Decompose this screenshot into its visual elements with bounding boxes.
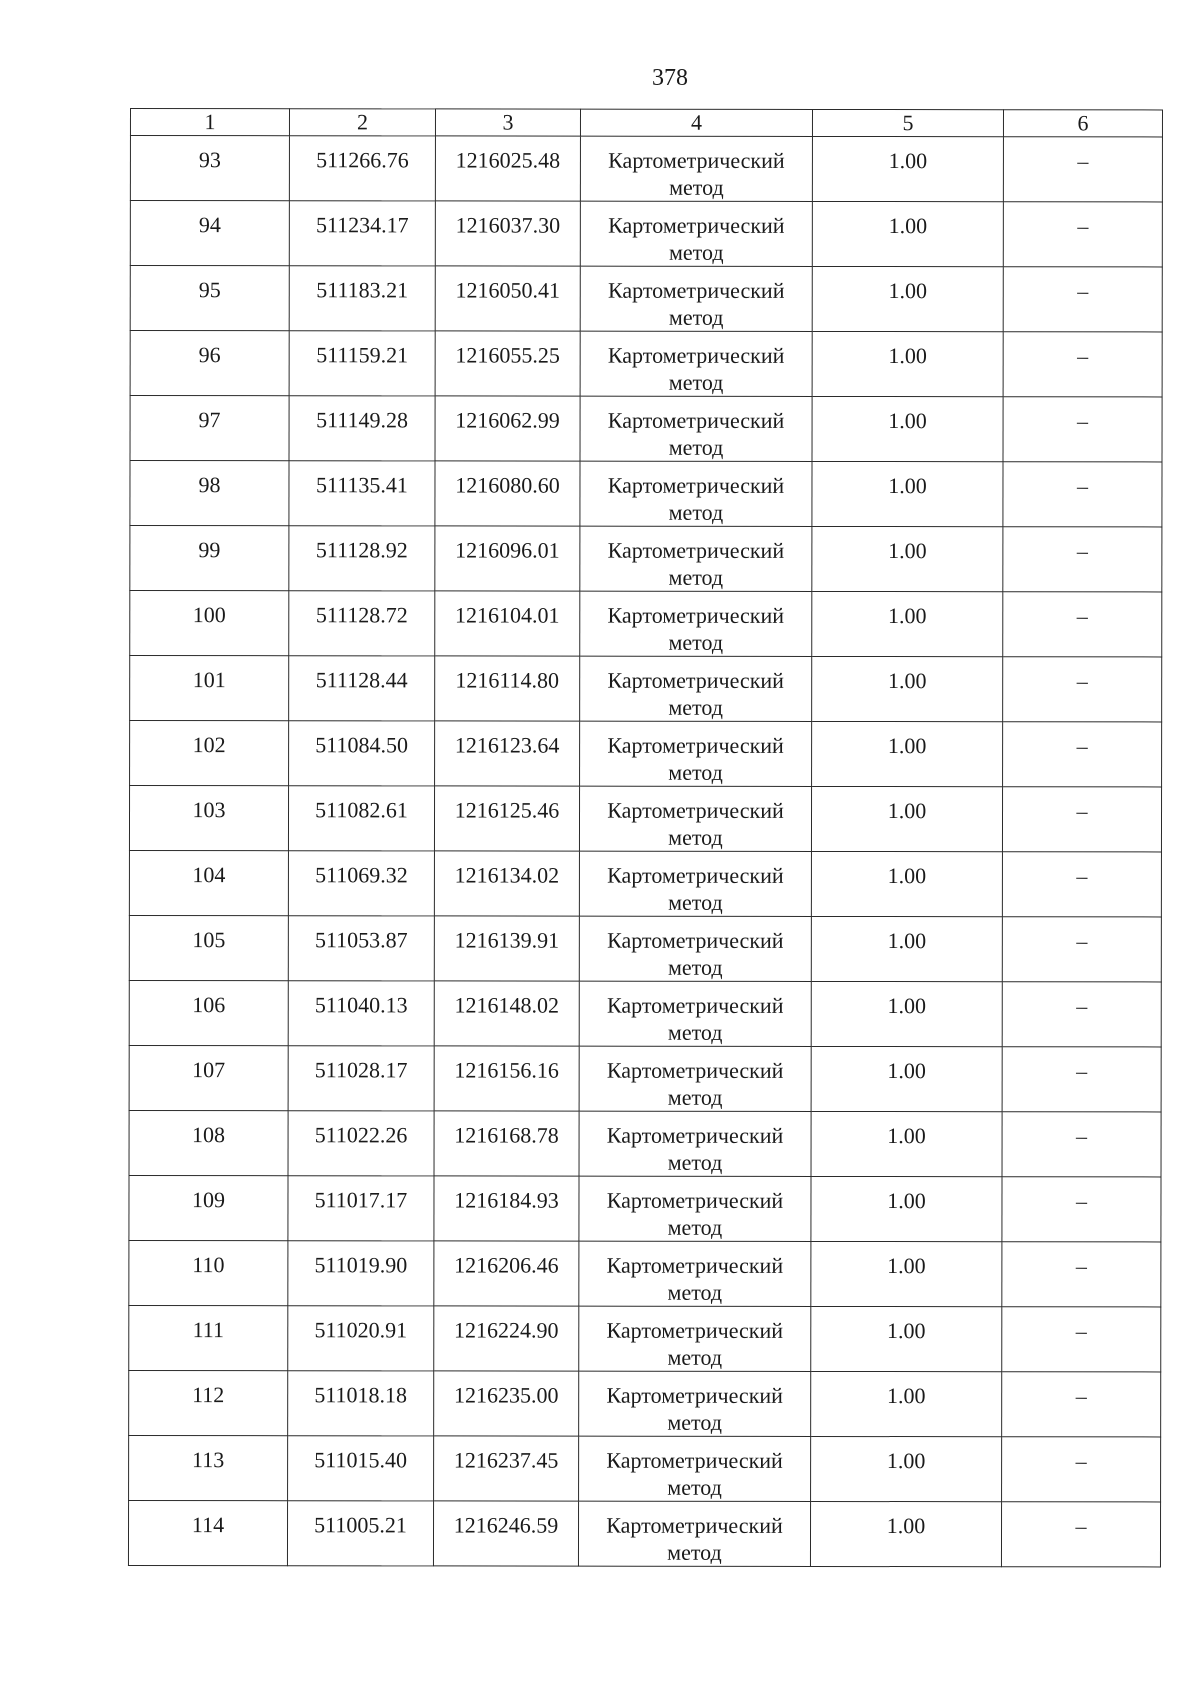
method-cell: Картометрический метод bbox=[580, 331, 812, 396]
note-cell: – bbox=[1001, 1502, 1160, 1567]
point-number-cell: 97 bbox=[130, 396, 289, 461]
x-coordinate-cell: 511128.92 bbox=[289, 526, 435, 591]
note-cell: – bbox=[1002, 1372, 1161, 1437]
method-cell: Картометрический метод bbox=[579, 981, 811, 1046]
header-cell-2: 2 bbox=[289, 109, 435, 136]
method-cell: Картометрический метод bbox=[580, 656, 812, 721]
y-coordinate-cell: 1216206.46 bbox=[434, 1241, 579, 1306]
method-cell: Картометрический метод bbox=[580, 721, 812, 786]
table-row bbox=[130, 136, 1162, 202]
point-number-cell: 108 bbox=[129, 1110, 288, 1175]
accuracy-cell: 1.00 bbox=[810, 1501, 1001, 1566]
accuracy-cell: 1.00 bbox=[811, 851, 1002, 916]
point-number-cell: 99 bbox=[130, 526, 289, 591]
x-coordinate-cell: 511234.17 bbox=[289, 201, 435, 266]
note-cell: – bbox=[1003, 202, 1162, 267]
note-cell: – bbox=[1003, 462, 1162, 527]
accuracy-cell: 1.00 bbox=[812, 526, 1003, 591]
y-coordinate-cell: 1216104.01 bbox=[435, 591, 580, 656]
x-coordinate-cell: 511005.21 bbox=[287, 1501, 433, 1566]
y-coordinate-cell: 1216156.16 bbox=[434, 1046, 579, 1111]
point-number-cell: 114 bbox=[128, 1500, 287, 1565]
note-cell: – bbox=[1003, 592, 1162, 657]
header-cell-1: 1 bbox=[130, 109, 289, 136]
accuracy-cell: 1.00 bbox=[811, 1371, 1002, 1436]
y-coordinate-cell: 1216123.64 bbox=[435, 721, 580, 786]
table-row bbox=[130, 396, 1162, 462]
x-coordinate-cell: 511028.17 bbox=[288, 1046, 434, 1111]
note-cell: – bbox=[1002, 1242, 1161, 1307]
accuracy-cell: 1.00 bbox=[811, 786, 1002, 851]
point-number-cell: 106 bbox=[129, 980, 288, 1045]
x-coordinate-cell: 511040.13 bbox=[288, 981, 434, 1046]
y-coordinate-cell: 1216096.01 bbox=[435, 526, 580, 591]
note-cell: – bbox=[1002, 852, 1161, 917]
y-coordinate-cell: 1216037.30 bbox=[435, 201, 580, 266]
table-row bbox=[129, 1370, 1161, 1436]
note-cell: – bbox=[1003, 722, 1162, 787]
note-cell: – bbox=[1003, 527, 1162, 592]
x-coordinate-cell: 511128.72 bbox=[289, 591, 435, 656]
coordinates-table bbox=[128, 108, 1163, 1567]
method-cell: Картометрический метод bbox=[579, 1176, 811, 1241]
table-row bbox=[129, 1305, 1161, 1371]
point-number-cell: 113 bbox=[129, 1435, 288, 1500]
x-coordinate-cell: 511019.90 bbox=[288, 1241, 434, 1306]
table-row bbox=[130, 266, 1162, 332]
page-number: 378 bbox=[652, 65, 688, 91]
x-coordinate-cell: 511128.44 bbox=[289, 656, 435, 721]
table-row bbox=[129, 915, 1161, 981]
method-cell: Картометрический метод bbox=[579, 916, 811, 981]
y-coordinate-cell: 1216125.46 bbox=[434, 786, 579, 851]
point-number-cell: 93 bbox=[130, 136, 289, 201]
accuracy-cell: 1.00 bbox=[811, 1306, 1002, 1371]
x-coordinate-cell: 511018.18 bbox=[288, 1371, 434, 1436]
point-number-cell: 101 bbox=[130, 656, 289, 721]
method-cell: Картометрический метод bbox=[579, 1371, 811, 1436]
note-cell: – bbox=[1002, 1047, 1161, 1112]
method-cell: Картометрический метод bbox=[579, 1306, 811, 1371]
note-cell: – bbox=[1002, 982, 1161, 1047]
header-cell-3: 3 bbox=[435, 109, 580, 136]
accuracy-cell: 1.00 bbox=[811, 1046, 1002, 1111]
x-coordinate-cell: 511135.41 bbox=[289, 461, 435, 526]
accuracy-cell: 1.00 bbox=[811, 981, 1002, 1046]
point-number-cell: 100 bbox=[130, 591, 289, 656]
point-number-cell: 96 bbox=[130, 331, 289, 396]
header-cell-4: 4 bbox=[580, 109, 812, 136]
accuracy-cell: 1.00 bbox=[811, 1436, 1002, 1501]
x-coordinate-cell: 511020.91 bbox=[288, 1306, 434, 1371]
method-cell: Картометрический метод bbox=[579, 1241, 811, 1306]
table-row bbox=[130, 721, 1162, 787]
y-coordinate-cell: 1216246.59 bbox=[433, 1501, 578, 1566]
table-row bbox=[130, 656, 1162, 722]
y-coordinate-cell: 1216080.60 bbox=[435, 461, 580, 526]
note-cell: – bbox=[1002, 917, 1161, 982]
table-row bbox=[129, 1045, 1161, 1111]
note-cell: – bbox=[1002, 1177, 1161, 1242]
note-cell: – bbox=[1003, 332, 1162, 397]
y-coordinate-cell: 1216055.25 bbox=[435, 331, 580, 396]
y-coordinate-cell: 1216235.00 bbox=[434, 1371, 579, 1436]
y-coordinate-cell: 1216184.93 bbox=[434, 1176, 579, 1241]
x-coordinate-cell: 511183.21 bbox=[289, 266, 435, 331]
table-row bbox=[129, 1110, 1161, 1176]
accuracy-cell: 1.00 bbox=[812, 201, 1003, 266]
accuracy-cell: 1.00 bbox=[812, 266, 1003, 331]
y-coordinate-cell: 1216025.48 bbox=[435, 136, 580, 201]
x-coordinate-cell: 511015.40 bbox=[288, 1436, 434, 1501]
x-coordinate-cell: 511022.26 bbox=[288, 1111, 434, 1176]
x-coordinate-cell: 511149.28 bbox=[289, 396, 435, 461]
table-row bbox=[129, 786, 1161, 852]
accuracy-cell: 1.00 bbox=[812, 396, 1003, 461]
note-cell: – bbox=[1003, 397, 1162, 462]
table-row bbox=[130, 201, 1162, 267]
note-cell: – bbox=[1002, 1112, 1161, 1177]
note-cell: – bbox=[1003, 267, 1162, 332]
accuracy-cell: 1.00 bbox=[811, 916, 1002, 981]
point-number-cell: 94 bbox=[130, 201, 289, 266]
header-row bbox=[130, 109, 1162, 137]
x-coordinate-cell: 511069.32 bbox=[288, 851, 434, 916]
table-row bbox=[128, 1500, 1160, 1566]
accuracy-cell: 1.00 bbox=[812, 591, 1003, 656]
method-cell: Картометрический метод bbox=[580, 591, 812, 656]
table-body bbox=[128, 136, 1162, 1567]
table-row bbox=[129, 1435, 1161, 1501]
x-coordinate-cell: 511053.87 bbox=[288, 916, 434, 981]
method-cell: Картометрический метод bbox=[579, 851, 811, 916]
point-number-cell: 111 bbox=[129, 1305, 288, 1370]
accuracy-cell: 1.00 bbox=[812, 136, 1003, 201]
y-coordinate-cell: 1216062.99 bbox=[435, 396, 580, 461]
y-coordinate-cell: 1216148.02 bbox=[434, 981, 579, 1046]
table-row bbox=[130, 331, 1162, 397]
note-cell: – bbox=[1003, 137, 1162, 202]
accuracy-cell: 1.00 bbox=[812, 721, 1003, 786]
x-coordinate-cell: 511266.76 bbox=[289, 136, 435, 201]
y-coordinate-cell: 1216050.41 bbox=[435, 266, 580, 331]
accuracy-cell: 1.00 bbox=[811, 1176, 1002, 1241]
method-cell: Картометрический метод bbox=[580, 136, 812, 201]
table-row bbox=[129, 1175, 1161, 1241]
table-row bbox=[130, 526, 1162, 592]
y-coordinate-cell: 1216134.02 bbox=[434, 851, 579, 916]
y-coordinate-cell: 1216237.45 bbox=[434, 1436, 579, 1501]
y-coordinate-cell: 1216114.80 bbox=[435, 656, 580, 721]
table-header bbox=[130, 109, 1162, 137]
accuracy-cell: 1.00 bbox=[811, 1111, 1002, 1176]
table-row bbox=[129, 980, 1161, 1046]
point-number-cell: 103 bbox=[129, 786, 288, 851]
point-number-cell: 104 bbox=[129, 851, 288, 916]
method-cell: Картометрический метод bbox=[580, 396, 812, 461]
method-cell: Картометрический метод bbox=[580, 526, 812, 591]
point-number-cell: 102 bbox=[130, 721, 289, 786]
method-cell: Картометрический метод bbox=[580, 461, 812, 526]
method-cell: Картометрический метод bbox=[580, 201, 812, 266]
method-cell: Картометрический метод bbox=[579, 786, 811, 851]
method-cell: Картометрический метод bbox=[580, 266, 812, 331]
table-row bbox=[130, 591, 1162, 657]
header-cell-6: 6 bbox=[1003, 110, 1162, 137]
method-cell: Картометрический метод bbox=[578, 1501, 810, 1566]
note-cell: – bbox=[1003, 657, 1162, 722]
point-number-cell: 98 bbox=[130, 461, 289, 526]
accuracy-cell: 1.00 bbox=[812, 461, 1003, 526]
point-number-cell: 109 bbox=[129, 1175, 288, 1240]
point-number-cell: 112 bbox=[129, 1370, 288, 1435]
note-cell: – bbox=[1002, 787, 1161, 852]
note-cell: – bbox=[1002, 1437, 1161, 1502]
accuracy-cell: 1.00 bbox=[812, 656, 1003, 721]
note-cell: – bbox=[1002, 1307, 1161, 1372]
point-number-cell: 105 bbox=[129, 915, 288, 980]
method-cell: Картометрический метод bbox=[579, 1436, 811, 1501]
x-coordinate-cell: 511017.17 bbox=[288, 1176, 434, 1241]
method-cell: Картометрический метод bbox=[579, 1046, 811, 1111]
y-coordinate-cell: 1216168.78 bbox=[434, 1111, 579, 1176]
accuracy-cell: 1.00 bbox=[811, 1241, 1002, 1306]
x-coordinate-cell: 511084.50 bbox=[289, 721, 435, 786]
table-row bbox=[129, 1240, 1161, 1306]
y-coordinate-cell: 1216139.91 bbox=[434, 916, 579, 981]
header-cell-5: 5 bbox=[812, 109, 1003, 136]
point-number-cell: 95 bbox=[130, 266, 289, 331]
accuracy-cell: 1.00 bbox=[812, 331, 1003, 396]
x-coordinate-cell: 511082.61 bbox=[288, 786, 434, 851]
y-coordinate-cell: 1216224.90 bbox=[434, 1306, 579, 1371]
method-cell: Картометрический метод bbox=[579, 1111, 811, 1176]
point-number-cell: 107 bbox=[129, 1045, 288, 1110]
x-coordinate-cell: 511159.21 bbox=[289, 331, 435, 396]
table-row bbox=[129, 851, 1161, 917]
point-number-cell: 110 bbox=[129, 1240, 288, 1305]
table-row bbox=[130, 461, 1162, 527]
